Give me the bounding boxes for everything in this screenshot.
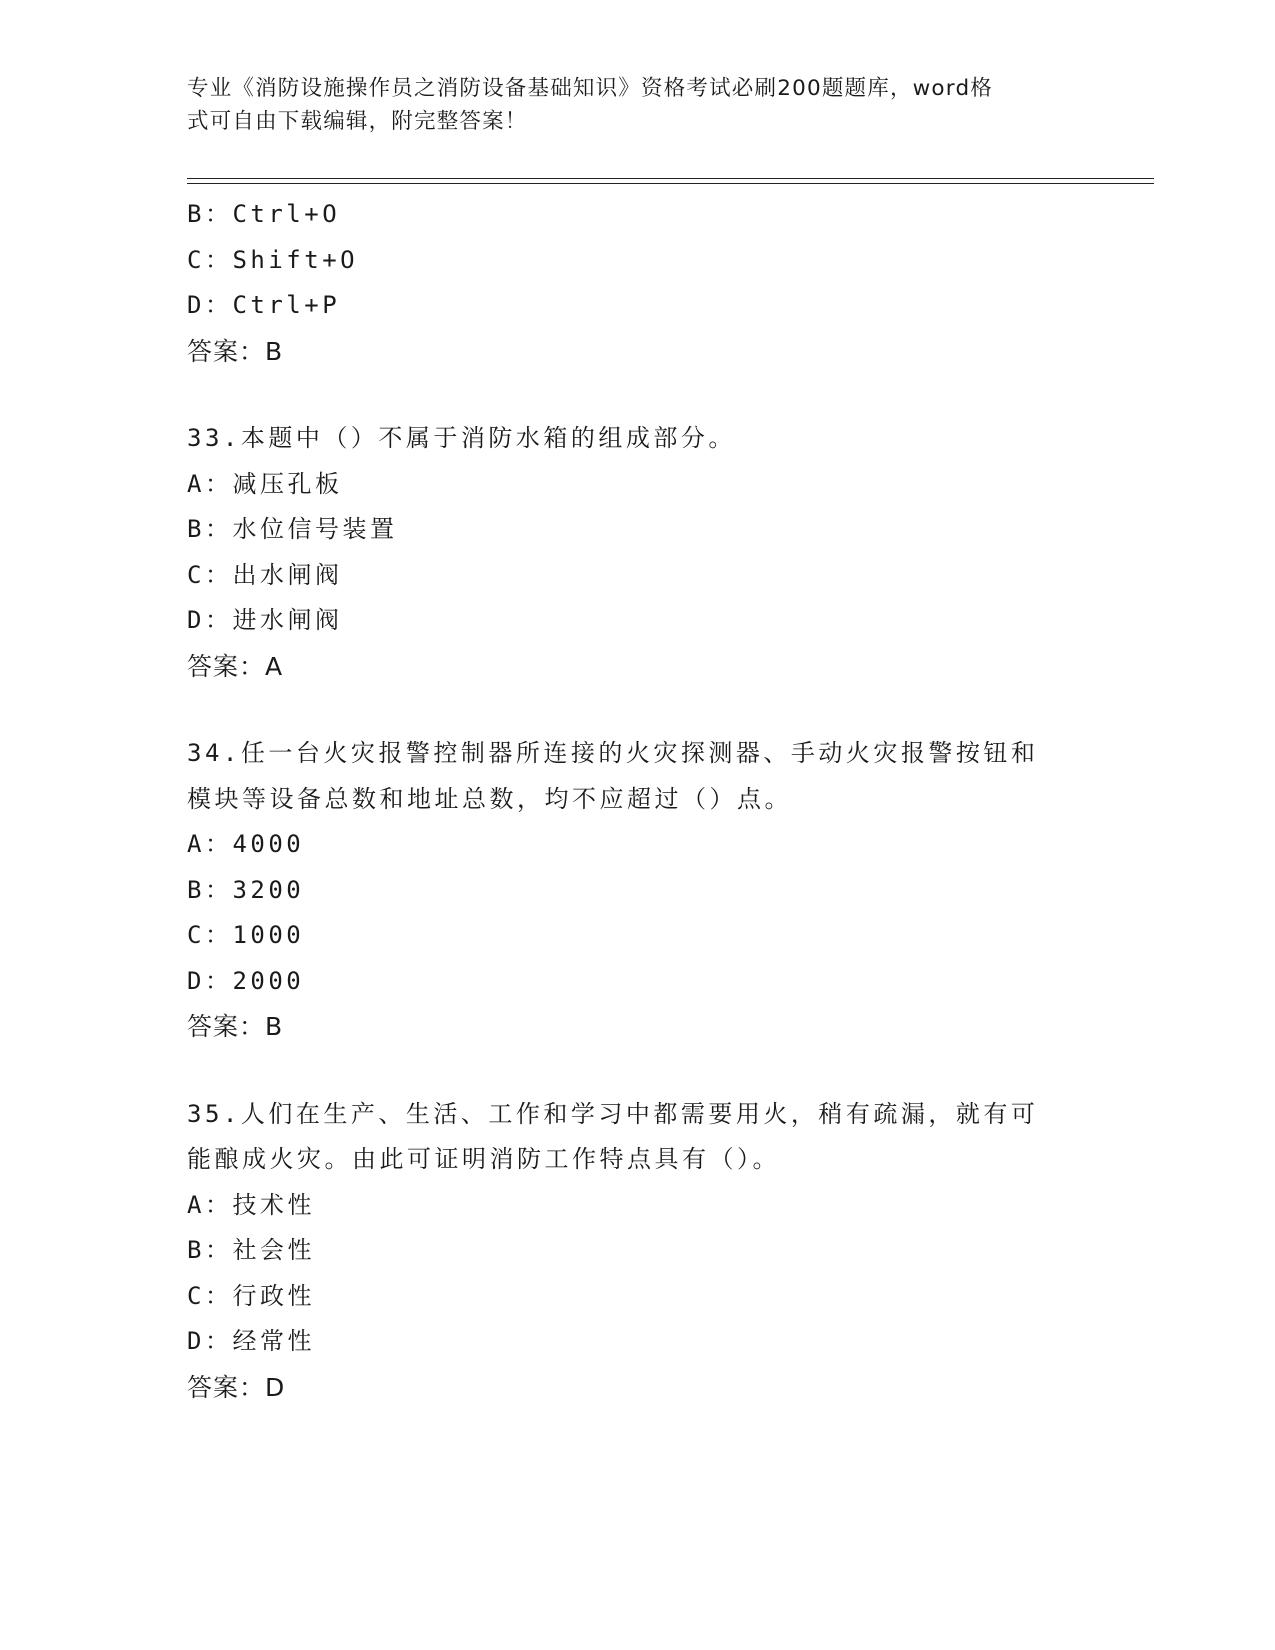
question-block-34 bbox=[187, 731, 1087, 1050]
option-b: B：水位信号装置 bbox=[187, 515, 398, 543]
answer-line: 答案：D bbox=[187, 1372, 286, 1402]
document-header bbox=[187, 72, 1067, 138]
option-d: D：经常性 bbox=[187, 1327, 315, 1355]
option-c: C：Shift+O bbox=[187, 245, 359, 274]
option-a: A：4000 bbox=[187, 830, 305, 858]
spacer bbox=[187, 689, 1087, 731]
option-a: A：技术性 bbox=[187, 1190, 315, 1219]
question-text-line-2: 模块等设备总数和地址总数，均不应超过（）点。 bbox=[187, 784, 792, 813]
question-block-partial bbox=[187, 192, 1087, 374]
option-c: C：1000 bbox=[187, 921, 305, 949]
answer-line: 答案：B bbox=[187, 1012, 284, 1041]
header-divider-bottom bbox=[187, 183, 1154, 184]
question-text-line-1: 34.任一台火灾报警控制器所连接的火灾探测器、手动火灾报警按钮和 bbox=[187, 739, 1039, 767]
header-line-2: 式可自由下载编辑，附完整答案！ bbox=[187, 109, 528, 134]
answer-line: 答案：A bbox=[187, 651, 284, 681]
spacer bbox=[187, 1050, 1087, 1092]
question-list bbox=[187, 192, 1087, 1410]
option-d: D：进水闸阀 bbox=[187, 606, 343, 634]
spacer bbox=[187, 374, 1087, 416]
question-text-line-2: 能酿成火灾。由此可证明消防工作特点具有（）。 bbox=[187, 1145, 780, 1173]
option-c: C：出水闸阀 bbox=[187, 560, 343, 589]
question-block-33 bbox=[187, 416, 1087, 689]
option-d: D：Ctrl+P bbox=[187, 291, 341, 319]
header-divider-top bbox=[187, 178, 1154, 179]
option-d: D：2000 bbox=[187, 966, 305, 995]
option-a: A：减压孔板 bbox=[187, 469, 343, 498]
question-text: 33.本题中（）不属于消防水箱的组成部分。 bbox=[187, 424, 736, 452]
header-line-1: 专业《消防设施操作员之消防设备基础知识》资格考试必刷200题题库，word格 bbox=[187, 76, 993, 101]
question-text-line-1: 35.人们在生产、生活、工作和学习中都需要用火，稍有疏漏，就有可 bbox=[187, 1099, 1039, 1128]
option-b: B：3200 bbox=[187, 875, 305, 904]
option-b: B：Ctrl+O bbox=[187, 200, 341, 228]
question-block-35 bbox=[187, 1092, 1087, 1411]
option-b: B：社会性 bbox=[187, 1236, 315, 1264]
answer-line: 答案：B bbox=[187, 336, 284, 366]
option-c: C：行政性 bbox=[187, 1281, 315, 1310]
